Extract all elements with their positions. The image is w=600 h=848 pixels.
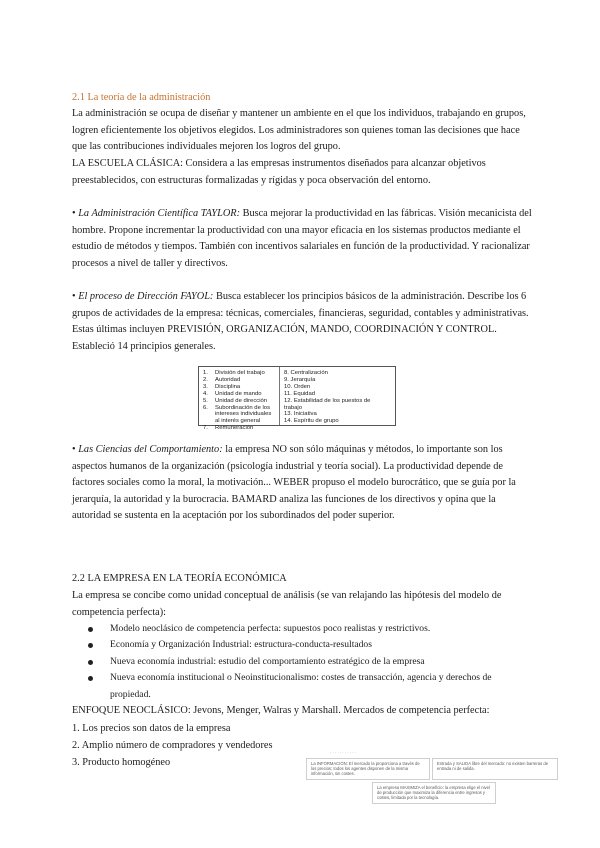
taylor-title: La Administración Científica TAYLOR: <box>78 208 240 219</box>
comportamiento-paragraph <box>72 442 534 525</box>
bullet-dot <box>88 676 93 681</box>
list-item: 1. Los precios son datos de la empresa <box>72 723 231 734</box>
taylor-body: Busca mejorar la productividad en las fábricas. Visión mecanicista del hombre. Propone incrementar la productividad con una mayor eficacia en los sistemas productos mediante el estudio de métodos y tiempos. También con incentivos salariales en función de la productividad. Y racionalizar procesos a nivel de taller y directivos. <box>72 208 532 269</box>
list-item: 3. Producto homogéneo <box>72 757 171 768</box>
principle-row: 14. Espíritu de grupo <box>284 418 339 425</box>
principle-row: 7. Remuneración <box>203 425 254 432</box>
fayol-paragraph <box>72 289 534 355</box>
faint-box-maximize: La empresa MAXIMIZA el beneficio: la empresa elige el nivel de producción que maximiza la diferencia entre ingresos y costes, limitada por la tecnología. <box>372 782 496 804</box>
principle-row: 6. Subordinación de los intereses individuales al interés general <box>203 404 272 425</box>
administration-intro: La administración se ocupa de diseñar y mantener un ambiente en el que los individuos, trabajando en grupos, logren eficientemente los objetivos elegidos. Los administradores son quienes toman las decisiones que hace que las contribuciones individuales mejoren los logros del grupo. <box>72 108 526 153</box>
principles-left-column <box>199 367 279 432</box>
fayol-principles-table <box>198 366 396 432</box>
bullet-dot <box>88 660 93 665</box>
principle-row: 12. Estabilidad de los puestos de trabajo <box>284 397 371 411</box>
principle-row: 10. Orden <box>284 383 311 390</box>
escuela-clasica-text: LA ESCUELA CLÁSICA: Considera a las empresas instrumentos diseñados para alcanzar objetivos preestablecidos, con estructuras formalizadas y rígidas y poca observación del entorno. <box>72 158 486 186</box>
principle-row: 3. Disciplina <box>203 383 241 390</box>
comportamiento-title: Las Ciencias del Comportamiento: <box>78 444 223 455</box>
faint-box-information: La INFORMACIÓN: El mercado la proporciona a través de los precios; todos los agentes disponen de la misma información, sin costes. <box>306 758 430 780</box>
bullet-marker: • <box>72 291 79 302</box>
principle-row: 1. División del trabajo <box>203 370 265 376</box>
section-2-2-heading: 2.2 LA EMPRESA EN LA TEORÍA ECONÓMICA <box>72 573 287 584</box>
principle-row: 8. Centralización <box>284 370 328 376</box>
principles-right-column <box>279 367 393 425</box>
list-item: Nueva economía industrial: estudio del comportamiento estratégico de la empresa <box>88 654 508 670</box>
principle-row: 5. Unidad de dirección <box>203 397 268 404</box>
bullet-marker: • <box>72 208 79 219</box>
principle-row: 11. Equidad <box>284 390 316 397</box>
bullet-marker: • <box>72 444 79 455</box>
list-item: Economía y Organización Industrial: estructura-conducta-resultados <box>88 637 508 653</box>
taylor-paragraph <box>72 206 534 272</box>
list-item: Nueva economía institucional o Neoinstitucionalismo: costes de transacción, agencia y derechos de propiedad. <box>88 670 508 703</box>
comportamiento-body: la empresa NO son sólo máquinas y métodos, lo importante son los aspectos humanos de la organización (psicología industrial y teoría social). La productividad depende de factores sociales como la moral, la motivación... WEBER propuso el modelo burocrático, que se guía por la jerarquía, la autoridad y la burocracia. BAMARD analiza las funciones de los directivos y opina que la autoridad se sustenta en la aceptación por los subordinados del poder superior. <box>72 444 516 522</box>
bullet-dot <box>88 643 93 648</box>
principle-row: 13. Iniciativa <box>284 411 317 418</box>
neoclassical-assumptions-list <box>72 720 312 771</box>
section-2-1-heading: 2.1 La teoría de la administración <box>72 92 211 103</box>
fayol-body: Busca establecer los principios básicos de la administración. Describe los 6 grupos de actividades de la empresa: técnicas, comerciales, financieras, seguridad, contables y administrativas. Estas últimas incluyen PREVISIÓN, ORGANIZACIÓN, MANDO, COORDINACIÓN Y CONTROL. Estableció 14 principios generales. <box>72 291 529 352</box>
list-item: 2. Amplio número de compradores y vendedores <box>72 740 273 751</box>
principle-row: 2. Autoridad <box>203 376 241 383</box>
fayol-title: El proceso de Dirección FAYOL: <box>78 291 214 302</box>
bullet-dot <box>88 627 93 632</box>
faint-diagram-title: · · · · · · · · · · · <box>330 750 356 755</box>
faint-box-entry-exit: Entrada y SALIDA libre del mercado: no existen barreras de entrada ni de salida. <box>432 758 558 780</box>
enfoque-neoclasico: ENFOQUE NEOCLÁSICO: Jevons, Menger, Walras y Marshall. Mercados de competencia perfecta: <box>72 705 490 716</box>
principle-row: 4. Unidad de mando <box>203 390 262 397</box>
section-2-2-intro: La empresa se concibe como unidad conceptual de análisis (se van relajando las hipótesis del modelo de competencia perfecta): <box>72 590 502 618</box>
principle-row: 9. Jerarquía <box>284 376 316 383</box>
theory-bullet-list <box>88 621 508 703</box>
list-item: Modelo neoclásico de competencia perfecta: supuestos poco realistas y restrictivos. <box>88 621 508 637</box>
